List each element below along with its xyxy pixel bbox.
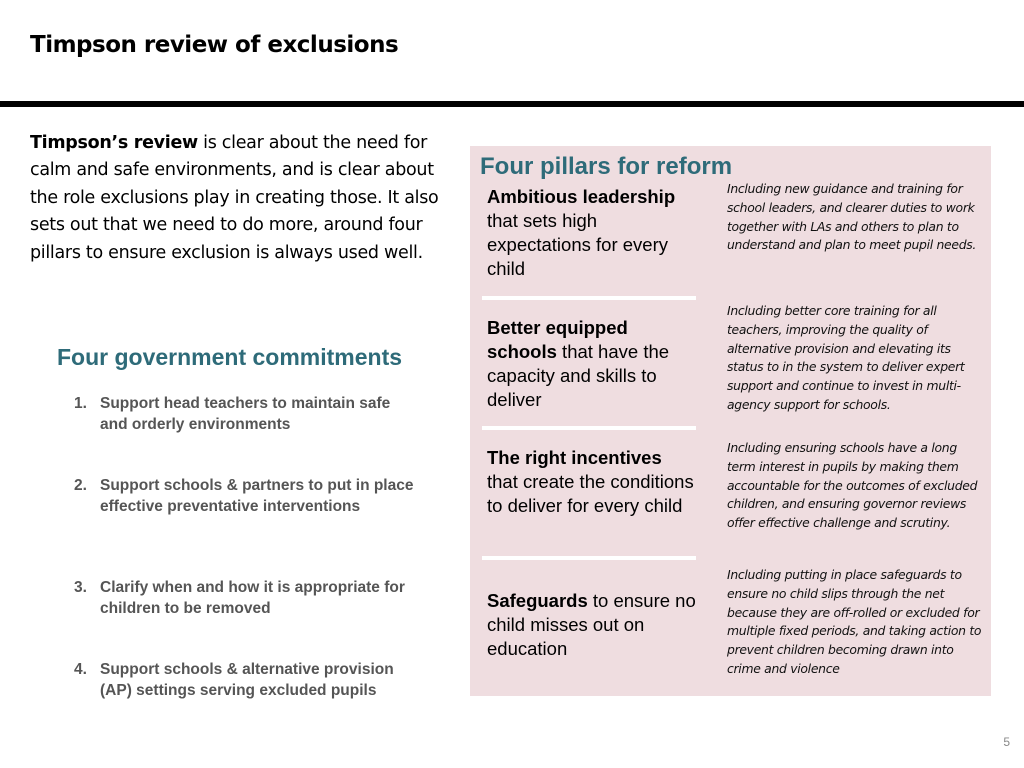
pillar-description: to ensure no child misses out on education bbox=[487, 590, 696, 659]
commitment-text: Support schools & alternative provision (AP) settings serving excluded pupils bbox=[100, 661, 394, 699]
pillar-description: that create the conditions to deliver for every child bbox=[487, 471, 694, 516]
pillar-right-incentives bbox=[487, 446, 697, 518]
commitment-number: 1. bbox=[74, 395, 87, 412]
commitment-item bbox=[74, 660, 419, 701]
commitment-number: 3. bbox=[74, 579, 87, 596]
commitment-number: 4. bbox=[74, 661, 87, 678]
slide-title: Timpson review of exclusions bbox=[30, 32, 399, 58]
pillars-heading: Four pillars for reform bbox=[480, 153, 733, 180]
pillar-note: Including new guidance and training for school leaders, and clearer duties to work together with LAs and others to plan to understand and plan to meet pupil needs. bbox=[727, 181, 977, 253]
commitment-item bbox=[74, 394, 419, 435]
pillar-title: Ambitious leadership bbox=[487, 186, 676, 207]
pillar-better-equipped-schools bbox=[487, 316, 697, 412]
pillar-divider bbox=[482, 296, 696, 300]
pillar-ambitious-leadership bbox=[487, 185, 697, 281]
pillar-title: Better equipped schools bbox=[487, 317, 628, 362]
pillar-title: The right incentives bbox=[487, 447, 662, 468]
pillar-description: that sets high expectations for every child bbox=[487, 210, 668, 279]
commitment-text: Support head teachers to maintain safe and orderly environments bbox=[100, 395, 391, 433]
intro-text: is clear about the need for calm and safe environments, and is clear about the role exclusions play in creating those. It also sets out that we need to do more, around four pillars to ensure exclusion is always used well. bbox=[30, 133, 439, 263]
intro-paragraph bbox=[30, 130, 448, 267]
commitment-item bbox=[74, 578, 419, 619]
commitment-number: 2. bbox=[74, 477, 87, 494]
pillar-title: Safeguards bbox=[487, 590, 588, 611]
pillar-divider bbox=[482, 556, 696, 560]
pillar-description: that have the capacity and skills to deliver bbox=[487, 341, 670, 410]
commitment-text: Support schools & partners to put in place effective preventative interventions bbox=[100, 477, 414, 515]
commitments-heading: Four government commitments bbox=[57, 344, 403, 370]
pillar-safeguards bbox=[487, 589, 697, 661]
pillar-note: Including ensuring schools have a long term interest in pupils by making them accountable for the outcomes of excluded children, and ensuring governor reviews offer effective challenge and scrutiny. bbox=[727, 440, 978, 531]
intro-bold-lead: Timpson’s review bbox=[30, 133, 198, 153]
title-rule bbox=[0, 101, 1024, 107]
page-number: 5 bbox=[1003, 735, 1010, 749]
pillar-divider bbox=[482, 426, 696, 430]
commitment-item bbox=[74, 476, 419, 517]
pillar-note: Including putting in place safeguards to ensure no child slips through the net because they are off-rolled or excluded for multiple fixed periods, and taking action to prevent children becoming drawn into crime and violence bbox=[727, 567, 982, 676]
pillar-note: Including better core training for all teachers, improving the quality of alternative provision and elevating its status to in the system to deliver expert support and continue to invest in multi-agency support for schools. bbox=[727, 303, 965, 412]
commitment-text: Clarify when and how it is appropriate for children to be removed bbox=[100, 579, 405, 617]
